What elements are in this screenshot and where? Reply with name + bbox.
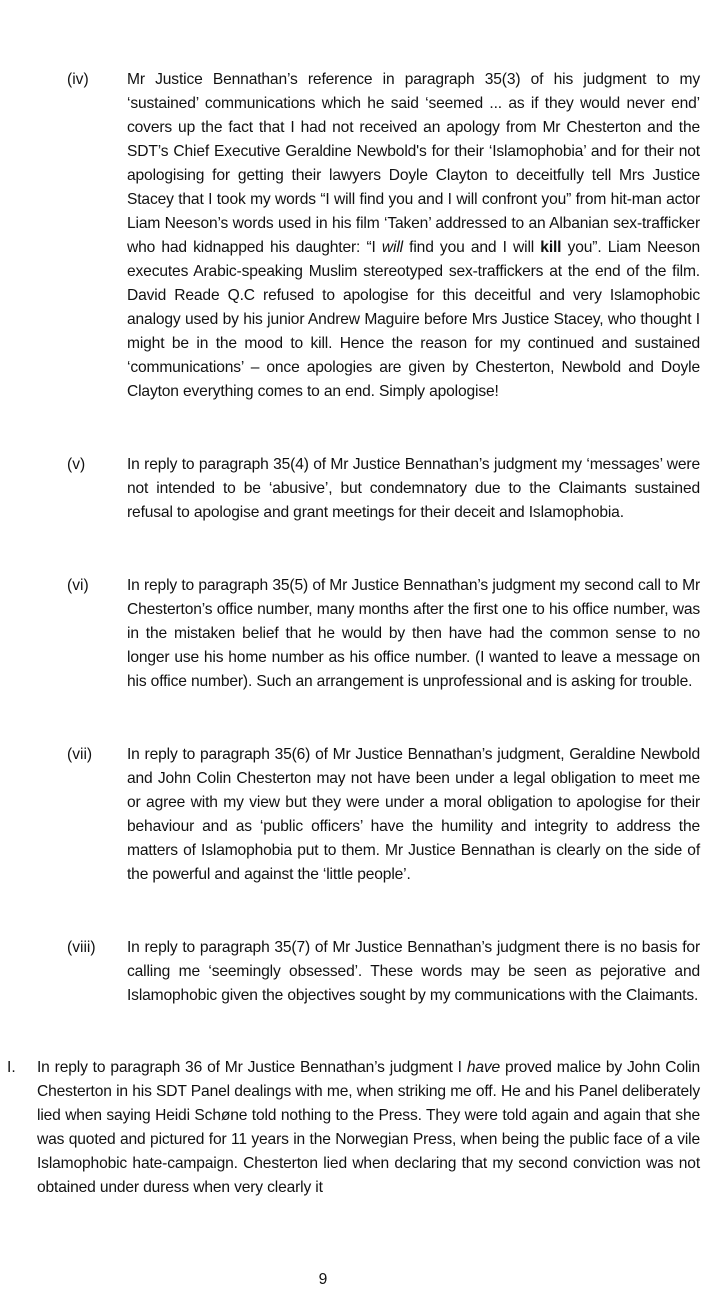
text-run: In reply to paragraph 35(4) of Mr Justice Bennathan’s judgment my ‘messages’ were not intended to be ‘abusive’, but condemnatory due to the Claimants sustained refusal to apologise and grant meetings for their deceit and Islamophobia.	[127, 456, 700, 521]
text-run: you”. Liam Neeson executes Arabic-speaking Muslim stereotyped sex-traffickers at the end of the film. David Reade Q.C refused to apologise for this deceitful and very Islamophobic analogy used by his junior Andrew Maguire before Mrs Justice Stacey, who thought I might be in the mood to kill. Hence the reason for my continued and sustained ‘communications’ – once apologies are given by Chesterton, Newbold and Doyle Clayton everything comes to an end. Simply apologise!	[127, 239, 700, 400]
item-number: (v)	[67, 456, 86, 473]
item-paragraph	[127, 574, 700, 694]
main-paragraph	[37, 1056, 700, 1200]
emphasis-text: will	[381, 239, 403, 256]
item-number: (vii)	[67, 746, 93, 763]
text-run: find you and I will	[402, 239, 541, 256]
text-run: In reply to paragraph 36 of Mr Justice Bennathan’s judgment I	[37, 1059, 467, 1076]
main-paragraph-number: I.	[7, 1059, 16, 1076]
item-number: (iv)	[67, 71, 89, 88]
text-run: In reply to paragraph 35(7) of Mr Justice Bennathan’s judgment there is no basis for calling me ‘seemingly obsessed’. These words may be seen as pejorative and Islamophobic given the objectives sought by my communications with the Claimants.	[127, 939, 700, 1004]
text-run: In reply to paragraph 35(5) of Mr Justice Bennathan’s judgment my second call to Mr Chesterton’s office number, many months after the first one to his office number, was in the mistaken belief that he would by then have had the common sense to no longer use his home number as his office number. (I wanted to leave a message on his office number). Such an arrangement is unprofessional and is asking for trouble.	[127, 577, 700, 690]
item-number: (viii)	[67, 939, 96, 956]
item-paragraph	[127, 68, 700, 404]
text-run: proved malice by John Colin Chesterton in his SDT Panel dealings with me, when striking me off. He and his Panel deliberately lied when saying Heidi Schøne told nothing to the Press. They were told again and again that she was quoted and pictured for 11 years in the Norwegian Press, when being the public face of a vile Islamophobic hate-campaign. Chesterton lied when declaring that my second conviction was not obtained under duress when very clearly it	[37, 1059, 700, 1196]
item-paragraph	[127, 453, 700, 525]
page-number: 9	[318, 1271, 328, 1288]
item-paragraph	[127, 936, 700, 1008]
text-run: Mr Justice Bennathan’s reference in paragraph 35(3) of his judgment to my ‘sustained’ communications which he said ‘seemed ... as if they would never end’ covers up the fact that I had not received an apology from Mr Chesterton and the SDT’s Chief Executive Geraldine Newbold's for their ‘Islamophobia’ and for their not apologising for getting their lawyers Doyle Clayton to deceitfully tell Mrs Justice Stacey that I took my words “I will find you and I will confront you” from hit-man actor Liam Neeson’s words used in his film ‘Taken’ addressed to an Albanian sex-trafficker who had kidnapped his daughter: “I	[127, 71, 700, 256]
item-paragraph	[127, 743, 700, 887]
bold-text: kill	[540, 239, 562, 256]
item-number: (vi)	[67, 577, 89, 594]
emphasis-text: have	[466, 1059, 501, 1076]
text-run: In reply to paragraph 35(6) of Mr Justice Bennathan’s judgment, Geraldine Newbold and John Colin Chesterton may not have been under a legal obligation to meet me or agree with my view but they were under a moral obligation to apologise for their behaviour and as ‘public officers’ have the humility and integrity to address the matters of Islamophobia put to them. Mr Justice Bennathan is clearly on the side of the powerful and against the ‘little people’.	[127, 746, 700, 883]
